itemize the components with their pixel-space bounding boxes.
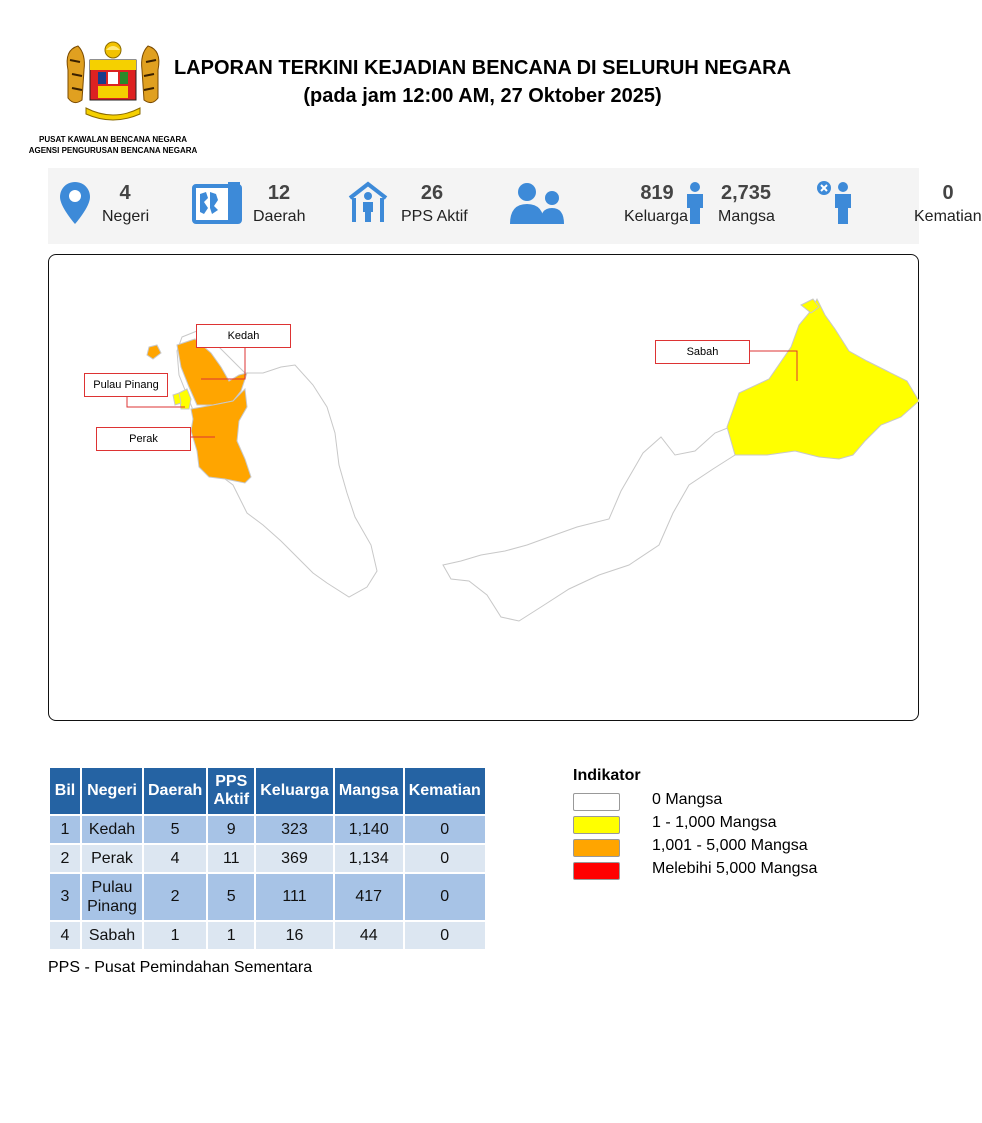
header-negeri: Negeri [82, 768, 142, 814]
stat-pps-label: PPS Aktif [401, 208, 468, 225]
sabah-region [727, 299, 919, 459]
map-canvas [49, 255, 918, 720]
legend-swatch-red [573, 862, 620, 880]
table-row [50, 922, 485, 949]
cell-keluarga: 111 [256, 874, 332, 920]
stat-daerah-label: Daerah [253, 208, 306, 225]
cell-pps: 11 [208, 845, 254, 872]
map-legend [573, 767, 818, 883]
pps-footnote: PPS - Pusat Pemindahan Sementara [48, 959, 313, 976]
cell-bil: 4 [50, 922, 80, 949]
cell-negeri: Perak [82, 845, 142, 872]
legend-item [573, 837, 808, 860]
table-row [50, 845, 485, 872]
cell-kematian: 0 [405, 922, 485, 949]
stat-mangsa-label: Mangsa [718, 208, 775, 225]
cell-daerah: 1 [144, 922, 206, 949]
cell-pps: 9 [208, 816, 254, 843]
sarawak-outline [443, 425, 735, 621]
legend-swatch-white [573, 793, 620, 811]
legend-label: 1 - 1,000 Mangsa [652, 814, 777, 831]
death-icon [816, 180, 856, 224]
cell-negeri: Sabah [82, 922, 142, 949]
stat-kematian-value: 0 [942, 182, 954, 204]
callout-perak: Perak [96, 427, 191, 451]
header-kematian: Kematian [405, 768, 485, 814]
cell-mangsa: 417 [335, 874, 403, 920]
legend-swatch-yellow [573, 816, 620, 834]
cell-daerah: 4 [144, 845, 206, 872]
cell-keluarga: 16 [256, 922, 332, 949]
disaster-summary-table [48, 766, 487, 951]
title-line-1: LAPORAN TERKINI KEJADIAN BENCANA DI SELURUH NEGARA [173, 57, 792, 79]
stat-daerah-value: 12 [267, 182, 291, 204]
cell-keluarga: 369 [256, 845, 332, 872]
district-map-icon [192, 182, 242, 224]
legend-item [573, 791, 723, 814]
legend-swatch-orange [573, 839, 620, 857]
table-row [50, 874, 485, 920]
stat-kematian-label: Kematian [914, 208, 982, 225]
cell-mangsa: 1,134 [335, 845, 403, 872]
pulau-pinang-island [173, 393, 181, 405]
cell-negeri: Kedah [82, 816, 142, 843]
stat-mangsa-value: 2,735 [720, 182, 772, 204]
cell-negeri: Pulau Pinang [82, 874, 142, 920]
malaysia-map [48, 254, 919, 721]
cell-pps: 5 [208, 874, 254, 920]
header-keluarga: Keluarga [256, 768, 332, 814]
agency-name [18, 134, 208, 156]
langkawi-island [147, 345, 161, 359]
cell-daerah: 2 [144, 874, 206, 920]
legend-label: 0 Mangsa [652, 791, 723, 808]
cell-mangsa: 44 [335, 922, 403, 949]
cell-bil: 3 [50, 874, 80, 920]
header-daerah: Daerah [144, 768, 206, 814]
stat-negeri-label: Negeri [102, 208, 150, 225]
legend-label: Melebihi 5,000 Mangsa [652, 860, 818, 877]
cell-mangsa: 1,140 [335, 816, 403, 843]
location-pin-icon [60, 182, 90, 224]
cell-bil: 1 [50, 816, 80, 843]
header-pps-aktif: PPS Aktif [208, 768, 254, 814]
callout-pulau-pinang: Pulau Pinang [84, 373, 168, 397]
table-row [50, 816, 485, 843]
person-icon [684, 182, 706, 224]
legend-title: Indikator [573, 767, 641, 784]
title-line-2: (pada jam 12:00 AM, 27 Oktober 2025) [303, 85, 662, 107]
stat-keluarga-value: 819 [640, 182, 674, 204]
callout-sabah: Sabah [655, 340, 750, 364]
agency-line-2: AGENSI PENGURUSAN BENCANA NEGARA [28, 146, 198, 155]
cell-daerah: 5 [144, 816, 206, 843]
cell-kematian: 0 [405, 816, 485, 843]
report-title [150, 54, 815, 110]
cell-pps: 1 [208, 922, 254, 949]
family-icon [510, 182, 566, 224]
stat-pps-value: 26 [420, 182, 444, 204]
shelter-icon [348, 182, 388, 222]
table-header-row [50, 768, 485, 814]
stat-keluarga-label: Keluarga [624, 208, 689, 225]
header-bil: Bil [50, 768, 80, 814]
legend-item [573, 860, 818, 883]
legend-label: 1,001 - 5,000 Mangsa [652, 837, 808, 854]
callout-kedah: Kedah [196, 324, 291, 348]
stat-negeri-value: 4 [119, 182, 131, 204]
header-mangsa: Mangsa [335, 768, 403, 814]
summary-stats-bar [48, 168, 982, 244]
cell-bil: 2 [50, 845, 80, 872]
legend-item [573, 814, 777, 837]
agency-line-1: PUSAT KAWALAN BENCANA NEGARA [39, 135, 187, 144]
cell-kematian: 0 [405, 874, 485, 920]
cell-kematian: 0 [405, 845, 485, 872]
cell-keluarga: 323 [256, 816, 332, 843]
